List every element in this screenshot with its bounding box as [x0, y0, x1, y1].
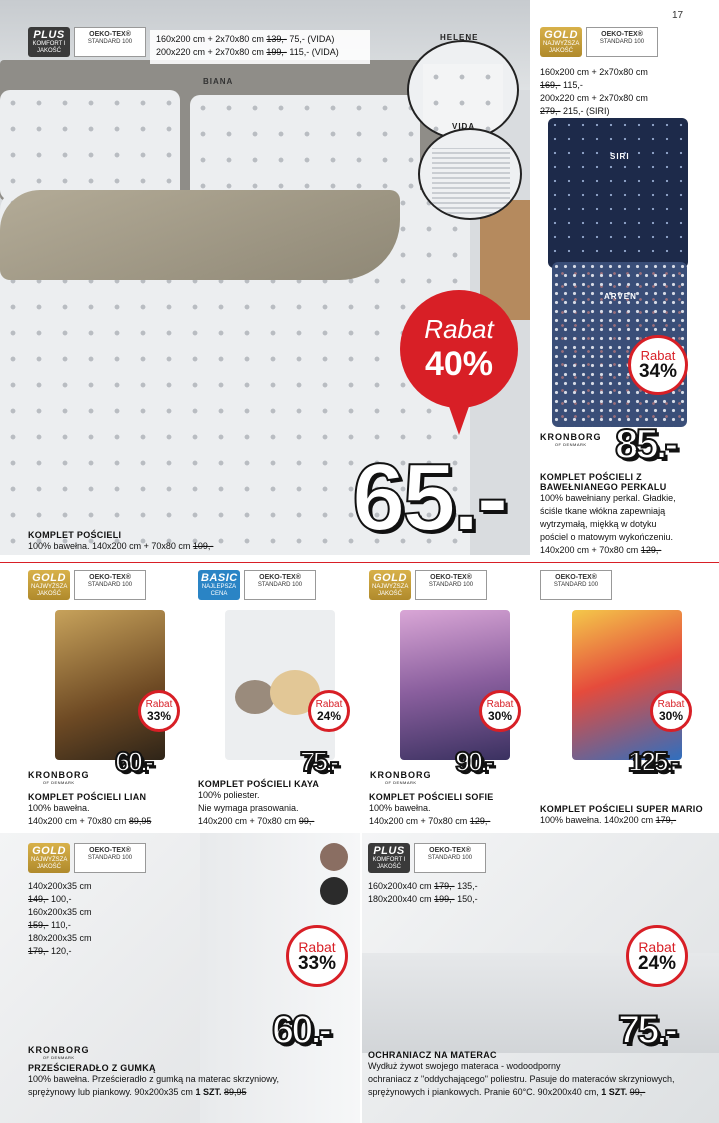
kaya-bedding-image — [225, 610, 335, 760]
sheet-sizes: 140x200x35 cm 149,- 100,- 160x200x35 cm 159,- 110,- 180x200x35 cm 179,- 120,- — [28, 881, 92, 956]
rabat-badge-mario: Rabat 30% — [650, 690, 692, 732]
lian-bedding-image — [55, 610, 165, 760]
rabat-badge-protector: Rabat 24% — [626, 925, 688, 987]
lian-info: KOMPLET POŚCIELI LIAN 100% bawełna. 140x200 cm + 70x80 cm 89,95 — [28, 792, 152, 826]
siri-bedding-image — [548, 118, 688, 268]
rabat-badge-sheet: Rabat 33% — [286, 925, 348, 987]
protector-price: 75.- — [618, 1008, 675, 1052]
kaya-price: 75.- — [300, 746, 337, 777]
kronborg-logo: KRONBORG OF DENMARK — [540, 432, 602, 447]
mario-info: KOMPLET POŚCIELI SUPER MARIO 100% bawełna. 140x200 cm 179,- — [540, 804, 703, 825]
hero-size-line-1: 160x200 cm + 2x70x80 cm 139,- 75,- (VIDA) — [156, 34, 335, 44]
mario-bedding-image — [572, 610, 682, 760]
sheet-info: PRZEŚCIERADŁO Z GUMKĄ 100% bawełna. Prześcieradło z gumką na materac skrzyniowy, sprężynowy lub piankowy. 90x200x35 cm 1 SZT. 89,95 — [28, 1063, 279, 1097]
plus-badge: PLUS KOMFORT I JAKOŚĆ — [28, 27, 70, 57]
hero-info — [28, 530, 213, 553]
rabat-badge-siri: Rabat 34% — [628, 335, 688, 395]
color-swatch-black[interactable] — [320, 877, 348, 905]
hero-price: 65.- — [352, 444, 506, 551]
sheet-badges: GOLD NAJWYŻSZA JAKOŚĆ OEKO-TEX® STANDARD 100 — [28, 843, 146, 873]
kronborg-logo: KRONBORG OF DENMARK — [370, 770, 432, 785]
lian-badges: GOLD NAJWYŻSZA JAKOŚĆ OEKO-TEX® STANDARD 100 — [28, 570, 146, 600]
kronborg-logo: KRONBORG OF DENMARK — [28, 1045, 90, 1060]
rabat-badge-sofie: Rabat 30% — [479, 690, 521, 732]
gold-badge: GOLD NAJWYŻSZA JAKOŚĆ — [540, 27, 582, 57]
siri-info: KOMPLET POŚCIELI Z BAWEŁNIANEGO PERKALU 100% bawełniany perkal. Gładkie, ściśle tkane włókna zapewniają wytrzymałą, miękką w dotyku pościel o matowym wykończeniu. 140x200 cm + 70x80 cm 129,- — [540, 472, 676, 555]
protector-sizes: 160x200x40 cm 179,- 135,- 180x200x40 cm 199,- 150,- — [368, 881, 478, 904]
protector-info: OCHRANIACZ NA MATERAC Wydłuż żywot swojego materaca - wodoodporny ochraniacz z "oddychającego" poliestru. Pasuje do materaców skrzyniowych, sprężynowych i piankowych. Pranie 60°C. 90x200x40 cm, 1 SZT. 99,- — [368, 1050, 675, 1097]
kronborg-logo: KRONBORG OF DENMARK — [28, 770, 90, 785]
kaya-badges: BASIC NAJLEPSZA CENA OEKO-TEX® STANDARD 100 — [198, 570, 316, 600]
hero-badges — [28, 27, 146, 57]
page-number: 17 — [672, 10, 684, 21]
sofie-price: 90.- — [455, 746, 492, 777]
label-biana: BIANA — [203, 77, 234, 86]
rabat-label: Rabat — [424, 314, 494, 344]
rabat-badge-kaya: Rabat 24% — [308, 690, 350, 732]
mario-badges: OEKO-TEX® STANDARD 100 — [540, 570, 612, 600]
sofie-badges: GOLD NAJWYŻSZA JAKOŚĆ OEKO-TEX® STANDARD 100 — [369, 570, 487, 600]
hero-desc: 100% bawełna. 140x200 cm + 70x80 cm 109,- — [28, 541, 214, 551]
rabat-bubble-large — [400, 290, 518, 408]
siri-badges — [540, 27, 658, 57]
label-arven: ARVEN — [604, 292, 637, 301]
rabat-percent: 40% — [424, 345, 494, 383]
vida-thumbnail — [418, 128, 522, 220]
oeko-tex-badge: OEKO-TEX® STANDARD 100 — [586, 27, 658, 57]
sofie-info: KOMPLET POŚCIELI SOFIE 100% bawełna. 140x200 cm + 70x80 cm 129,- — [369, 792, 494, 826]
rabat-badge-lian: Rabat 33% — [138, 690, 180, 732]
siri-price: 85.- — [615, 420, 676, 467]
hero-size-line-2: 200x220 cm + 2x70x80 cm 199,- 115,- (VIDA) — [156, 47, 339, 57]
sofie-bedding-image — [400, 610, 510, 760]
lian-price: 60.- — [115, 746, 152, 777]
oeko-tex-badge: OEKO-TEX® STANDARD 100 — [74, 27, 146, 57]
protector-badges: PLUS KOMFORT I JAKOŚĆ OEKO-TEX® STANDARD 100 — [368, 843, 486, 873]
color-swatch-brown[interactable] — [320, 843, 348, 871]
mario-price: 125.- — [628, 746, 677, 777]
hero-size-box — [150, 30, 370, 64]
sheet-price: 60.- — [272, 1008, 329, 1052]
siri-sizes: 160x200 cm + 2x70x80 cm 169,- 115,- 200x220 cm + 2x70x80 cm 279,- 215,- (SIRI) — [540, 67, 648, 116]
label-siri: SIRI — [610, 152, 630, 161]
kaya-info: KOMPLET POŚCIELI KAYA 100% poliester. Nie wymaga prasowania. 140x200 cm + 70x80 cm 99,- — [198, 779, 320, 826]
label-helene: HELENE — [440, 33, 479, 42]
label-vida: VIDA — [452, 122, 476, 131]
hero-title: KOMPLET POŚCIELI — [28, 530, 122, 540]
